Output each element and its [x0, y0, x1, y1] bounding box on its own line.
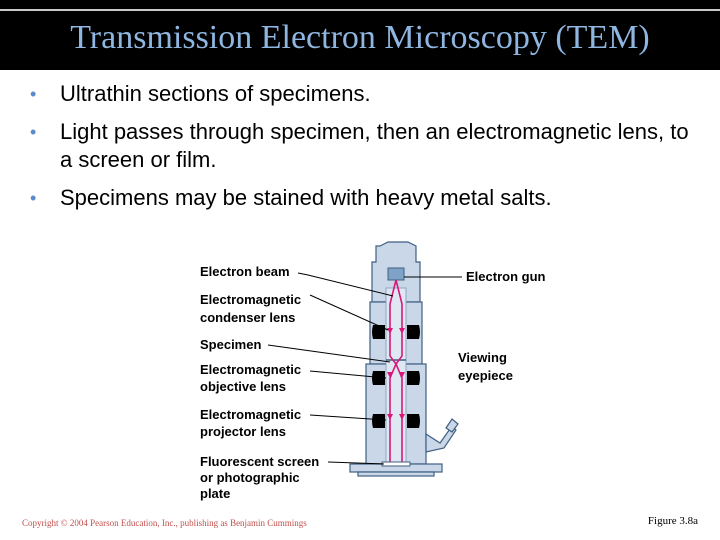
bullet-text: Ultrathin sections of specimens. [60, 81, 371, 106]
bullet-item [30, 184, 690, 212]
tem-diagram [190, 238, 570, 510]
label-screen-line3: plate [200, 486, 231, 501]
bullet-text: Light passes through specimen, then an electromagnetic lens, to a screen or film. [60, 119, 689, 172]
label-screen-line1: Fluorescent screen [200, 454, 320, 469]
bullet-text: Specimens may be stained with heavy metal salts. [60, 185, 552, 210]
label-projector-line2: projector lens [200, 424, 286, 439]
label-condenser-line2: condenser lens [200, 310, 296, 325]
bullet-marker: • [30, 84, 37, 104]
bullet-marker: • [30, 122, 37, 142]
bullet-item [30, 118, 690, 174]
bullet-item [30, 80, 690, 108]
label-viewing-line1: Viewing [458, 350, 507, 365]
title-rule [0, 9, 720, 11]
label-objective-line2: objective lens [200, 379, 286, 394]
figure-reference: Figure 3.8a [647, 515, 698, 527]
label-electron-gun: Electron gun [466, 269, 546, 284]
label-projector-line1: Electromagnetic [200, 407, 302, 422]
fluorescent-screen [382, 462, 410, 466]
label-electron-beam: Electron beam [200, 264, 290, 279]
copyright-notice: Copyright © 2004 Pearson Education, Inc., publishing as Benjamin Cummings [22, 518, 307, 528]
bullet-marker: • [30, 188, 37, 208]
title-bar [0, 0, 720, 70]
bullet-list [30, 80, 690, 222]
label-specimen: Specimen [200, 337, 262, 352]
tem-diagram-svg [190, 238, 570, 510]
label-screen-line2: or photographic [200, 470, 300, 485]
label-condenser-line1: Electromagnetic [200, 292, 302, 307]
slide-title: Transmission Electron Microscopy (TEM) [70, 19, 650, 56]
label-viewing-line2: eyepiece [458, 368, 513, 383]
viewing-eyepiece [426, 419, 458, 452]
label-objective-line1: Electromagnetic [200, 362, 302, 377]
